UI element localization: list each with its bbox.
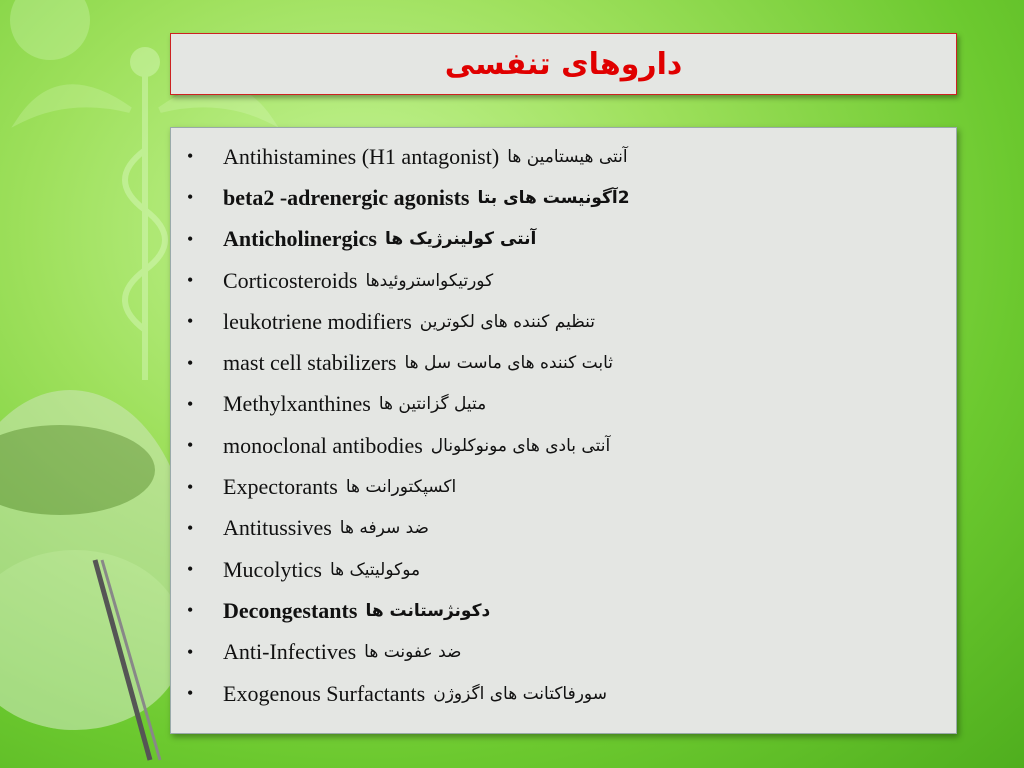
item-english-label: Decongestants <box>223 597 358 623</box>
item-persian-label: آنتی هیستامین ها <box>507 146 628 167</box>
item-persian-label: ثابت کننده های ماست سل ها <box>404 353 613 374</box>
drug-class-list <box>171 128 956 714</box>
item-persian-label: موکولیتیک ها <box>330 559 421 580</box>
item-english-label: Antitussives <box>223 515 332 541</box>
item-english-label: Antihistamines (H1 antagonist) <box>223 143 500 169</box>
bullet-icon: • <box>187 559 194 580</box>
list-item <box>183 136 956 177</box>
list-item <box>183 260 956 301</box>
list-item <box>183 508 956 549</box>
bullet-icon: • <box>187 352 194 373</box>
bullet-icon: • <box>187 228 194 249</box>
bullet-icon: • <box>187 641 194 662</box>
item-persian-label: آنتی بادی های مونوکلونال <box>430 435 611 456</box>
item-english-label: Mucolytics <box>223 556 322 582</box>
bullet-icon: • <box>187 476 194 497</box>
bullet-icon: • <box>187 435 194 456</box>
slide-title: داروهای تنفسی <box>444 46 683 82</box>
list-item <box>183 466 956 507</box>
bullet-icon: • <box>187 683 194 703</box>
item-english-label: leukotriene modifiers <box>223 308 412 334</box>
item-english-label: Anticholinergics <box>223 226 377 252</box>
item-english-label: Methylxanthines <box>223 391 371 417</box>
slide-title-box <box>170 33 957 95</box>
list-item <box>183 342 956 383</box>
list-item <box>183 425 956 466</box>
bullet-icon: • <box>187 600 194 621</box>
list-item <box>183 219 956 260</box>
item-persian-label: ضد سرفه ها <box>339 518 429 539</box>
item-persian-label: ضد عفونت ها <box>364 642 462 663</box>
item-english-label: Exogenous Surfactants <box>223 680 426 706</box>
list-item <box>183 549 956 590</box>
list-item <box>183 384 956 425</box>
item-persian-label: تنظیم کننده های لکوترین <box>419 311 596 332</box>
bullet-icon: • <box>187 270 194 291</box>
bullet-icon: • <box>187 517 194 538</box>
item-persian-label: کورتیکواستروئیدها <box>365 270 494 291</box>
item-english-label: mast cell stabilizers <box>223 350 397 376</box>
bullet-icon: • <box>187 311 194 332</box>
item-english-label: Expectorants <box>223 474 338 500</box>
item-persian-label: متیل گزانتین ها <box>378 394 487 415</box>
item-persian-label: سورفاکتانت های اگزوژن <box>433 683 607 704</box>
list-item <box>183 632 956 673</box>
item-english-label: monoclonal antibodies <box>223 432 423 458</box>
light-flare <box>10 0 90 60</box>
bullet-icon: • <box>187 393 194 414</box>
item-persian-label: دکونژستانت ها <box>365 600 491 621</box>
list-item <box>183 177 956 218</box>
bullet-icon: • <box>187 187 194 208</box>
item-persian-label: 2آگونیست های بتا <box>477 187 630 208</box>
item-persian-label: اکسپکتورانت ها <box>345 477 457 498</box>
list-item <box>183 301 956 342</box>
item-persian-label: آنتی کولینرژیک ها <box>385 229 537 250</box>
item-english-label: Anti-Infectives <box>223 639 357 665</box>
item-english-label: Corticosteroids <box>223 267 358 293</box>
bullet-icon: • <box>187 146 194 167</box>
list-item <box>183 673 956 714</box>
list-item <box>183 590 956 631</box>
content-box <box>170 127 957 734</box>
item-english-label: beta2 -adrenergic agonists <box>223 184 470 210</box>
